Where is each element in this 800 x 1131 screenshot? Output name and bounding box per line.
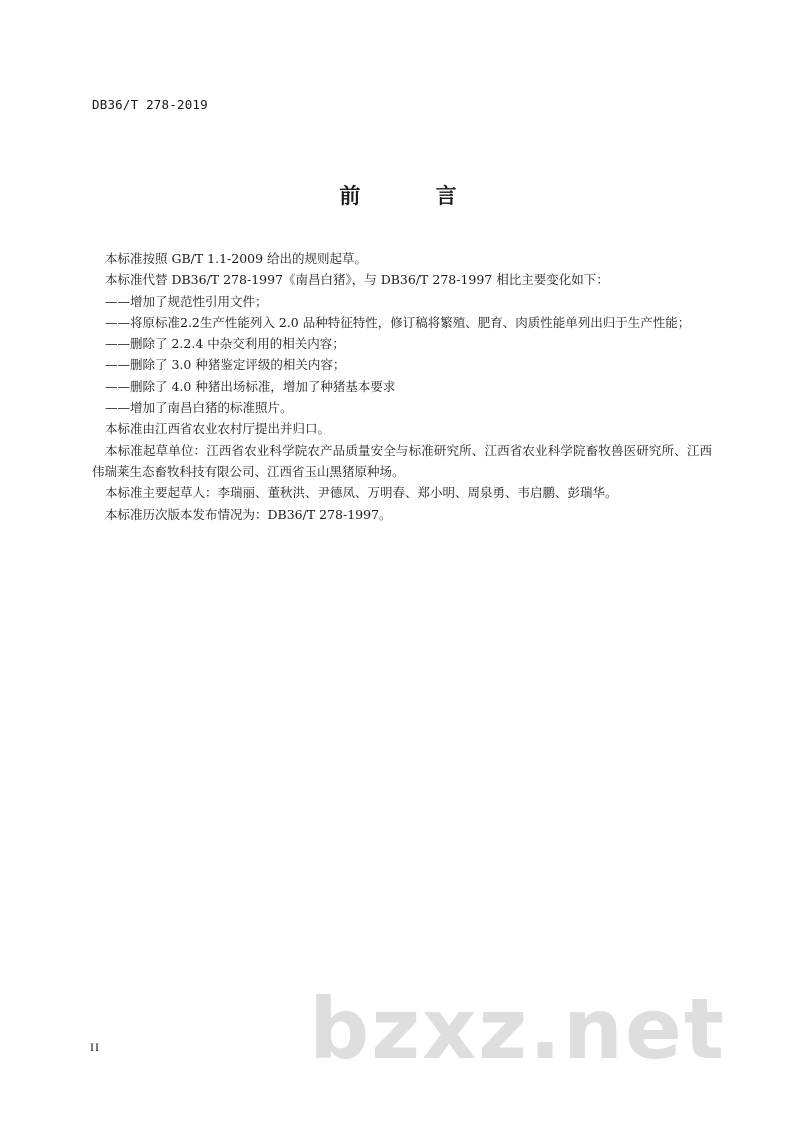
- paragraph-proposer: 本标准由江西省农业农村厅提出并归口。: [105, 421, 331, 437]
- change-item: ——增加了规范性引用文件；: [105, 293, 268, 309]
- change-item: ——将原标准2.2生产性能列入 2.0 品种特征特性，修订稿将繁殖、肥育、肉质性能单列出归于生产性能；: [105, 314, 691, 330]
- watermark-logo: bzxz.net: [309, 980, 726, 1078]
- document-number-header: DB36/T 278-2019: [92, 97, 208, 112]
- change-item: ——增加了南昌白猪的标准照片。: [105, 400, 293, 416]
- foreword-body: [92, 248, 712, 525]
- page-title: 前 言: [339, 184, 491, 208]
- paragraph-drafters: 本标准主要起草人：李瑞丽、董秋洪、尹德凤、万明春、郑小明、周泉勇、韦启鹏、彭瑞华。: [105, 485, 618, 501]
- page-number: II: [90, 1040, 100, 1054]
- paragraph-replaces: 本标准代替 DB36/T 278-1997《南昌白猪》，与 DB36/T 278-1997 相比主要变化如下：: [105, 272, 609, 288]
- change-item: ——删除了 4.0 种猪出场标准，增加了种猪基本要求: [105, 378, 396, 394]
- paragraph-drafting-units: 本标准起草单位：江西省农业科学院农产品质量安全与标准研究所、江西省农业科学院畜牧兽医研究所、江西伟瑞莱生态畜牧科技有限公司、江西省玉山黑猪原种场。: [92, 442, 712, 479]
- change-item: ——删除了 2.2.4 中杂交利用的相关内容；: [105, 336, 345, 352]
- paragraph-drafting-rules: 本标准按照 GB/T 1.1-2009 给出的规则起草。: [105, 251, 368, 266]
- change-item: ——删除了 3.0 种猪鉴定评级的相关内容；: [105, 357, 346, 373]
- paragraph-version-history: 本标准历次版本发布情况为：DB36/T 278-1997。: [105, 506, 392, 522]
